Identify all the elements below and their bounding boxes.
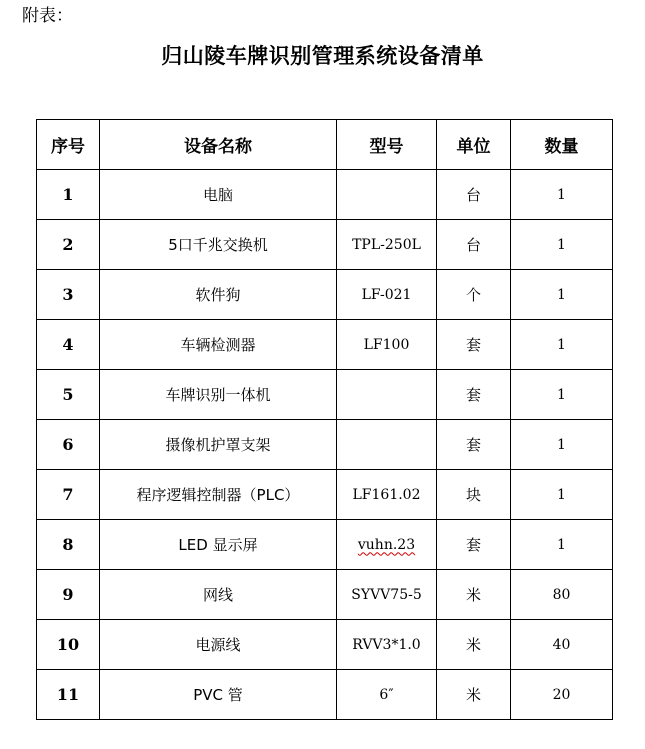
cell-name: LED 显示屏: [100, 520, 337, 570]
cell-name: 车辆检测器: [100, 320, 337, 370]
cell-name: 5口千兆交换机: [100, 220, 337, 270]
cell-qty: 40: [511, 620, 613, 670]
table-row: [37, 270, 613, 320]
cell-qty: 1: [511, 470, 613, 520]
cell-seq: 2: [37, 220, 100, 270]
cell-model: SYVV75-5: [337, 570, 437, 620]
cell-name: PVC 管: [100, 670, 337, 720]
cell-unit: 米: [437, 570, 511, 620]
cell-unit: 块: [437, 470, 511, 520]
table-row: [37, 670, 613, 720]
cell-unit: 台: [437, 170, 511, 220]
table-row: [37, 220, 613, 270]
cell-name: 电源线: [100, 620, 337, 670]
table-row: [37, 620, 613, 670]
cell-name: 电脑: [100, 170, 337, 220]
cell-name: 摄像机护罩支架: [100, 420, 337, 470]
header-model: 型号: [337, 120, 437, 170]
cell-model: [337, 370, 437, 420]
table-row: [37, 470, 613, 520]
header-qty: 数量: [511, 120, 613, 170]
cell-name: 程序逻辑控制器（PLC）: [100, 470, 337, 520]
table-header-row: [37, 120, 613, 170]
cell-qty: 1: [511, 320, 613, 370]
document-title: 归山陵车牌识别管理系统设备清单: [161, 44, 484, 68]
cell-qty: 1: [511, 520, 613, 570]
table-row: [37, 320, 613, 370]
cell-model: RVV3*1.0: [337, 620, 437, 670]
cell-qty: 1: [511, 420, 613, 470]
cell-seq: 9: [37, 570, 100, 620]
cell-seq: 3: [37, 270, 100, 320]
cell-qty: 1: [511, 170, 613, 220]
cell-unit: 米: [437, 620, 511, 670]
header-seq: 序号: [37, 120, 100, 170]
cell-unit: 套: [437, 370, 511, 420]
table-row: [37, 370, 613, 420]
header-name: 设备名称: [100, 120, 337, 170]
cell-seq: 10: [37, 620, 100, 670]
cell-model: [337, 170, 437, 220]
cell-qty: 20: [511, 670, 613, 720]
cell-unit: 米: [437, 670, 511, 720]
cell-seq: 8: [37, 520, 100, 570]
cell-unit: 套: [437, 320, 511, 370]
cell-model: LF100: [337, 320, 437, 370]
cell-seq: 7: [37, 470, 100, 520]
cell-model: [337, 520, 437, 570]
table-row: [37, 170, 613, 220]
cell-name: 网线: [100, 570, 337, 620]
cell-unit: 个: [437, 270, 511, 320]
cell-seq: 1: [37, 170, 100, 220]
cell-model: LF161.02: [337, 470, 437, 520]
cell-seq: 4: [37, 320, 100, 370]
header-unit: 单位: [437, 120, 511, 170]
cell-qty: 1: [511, 270, 613, 320]
spellcheck-underlined-text: vuhn.23: [357, 536, 416, 553]
cell-unit: 套: [437, 520, 511, 570]
cell-seq: 5: [37, 370, 100, 420]
cell-model: [337, 420, 437, 470]
equipment-table: [36, 119, 613, 720]
cell-unit: 台: [437, 220, 511, 270]
cell-model: LF-021: [337, 270, 437, 320]
table-row: [37, 520, 613, 570]
cell-qty: 80: [511, 570, 613, 620]
cell-name: 软件狗: [100, 270, 337, 320]
cell-qty: 1: [511, 220, 613, 270]
cell-model: 6″: [337, 670, 437, 720]
cell-unit: 套: [437, 420, 511, 470]
appendix-label: 附表：: [22, 6, 73, 26]
cell-name: 车牌识别一体机: [100, 370, 337, 420]
table-row: [37, 420, 613, 470]
cell-model: TPL-250L: [337, 220, 437, 270]
table-row: [37, 570, 613, 620]
cell-seq: 11: [37, 670, 100, 720]
cell-seq: 6: [37, 420, 100, 470]
cell-qty: 1: [511, 370, 613, 420]
